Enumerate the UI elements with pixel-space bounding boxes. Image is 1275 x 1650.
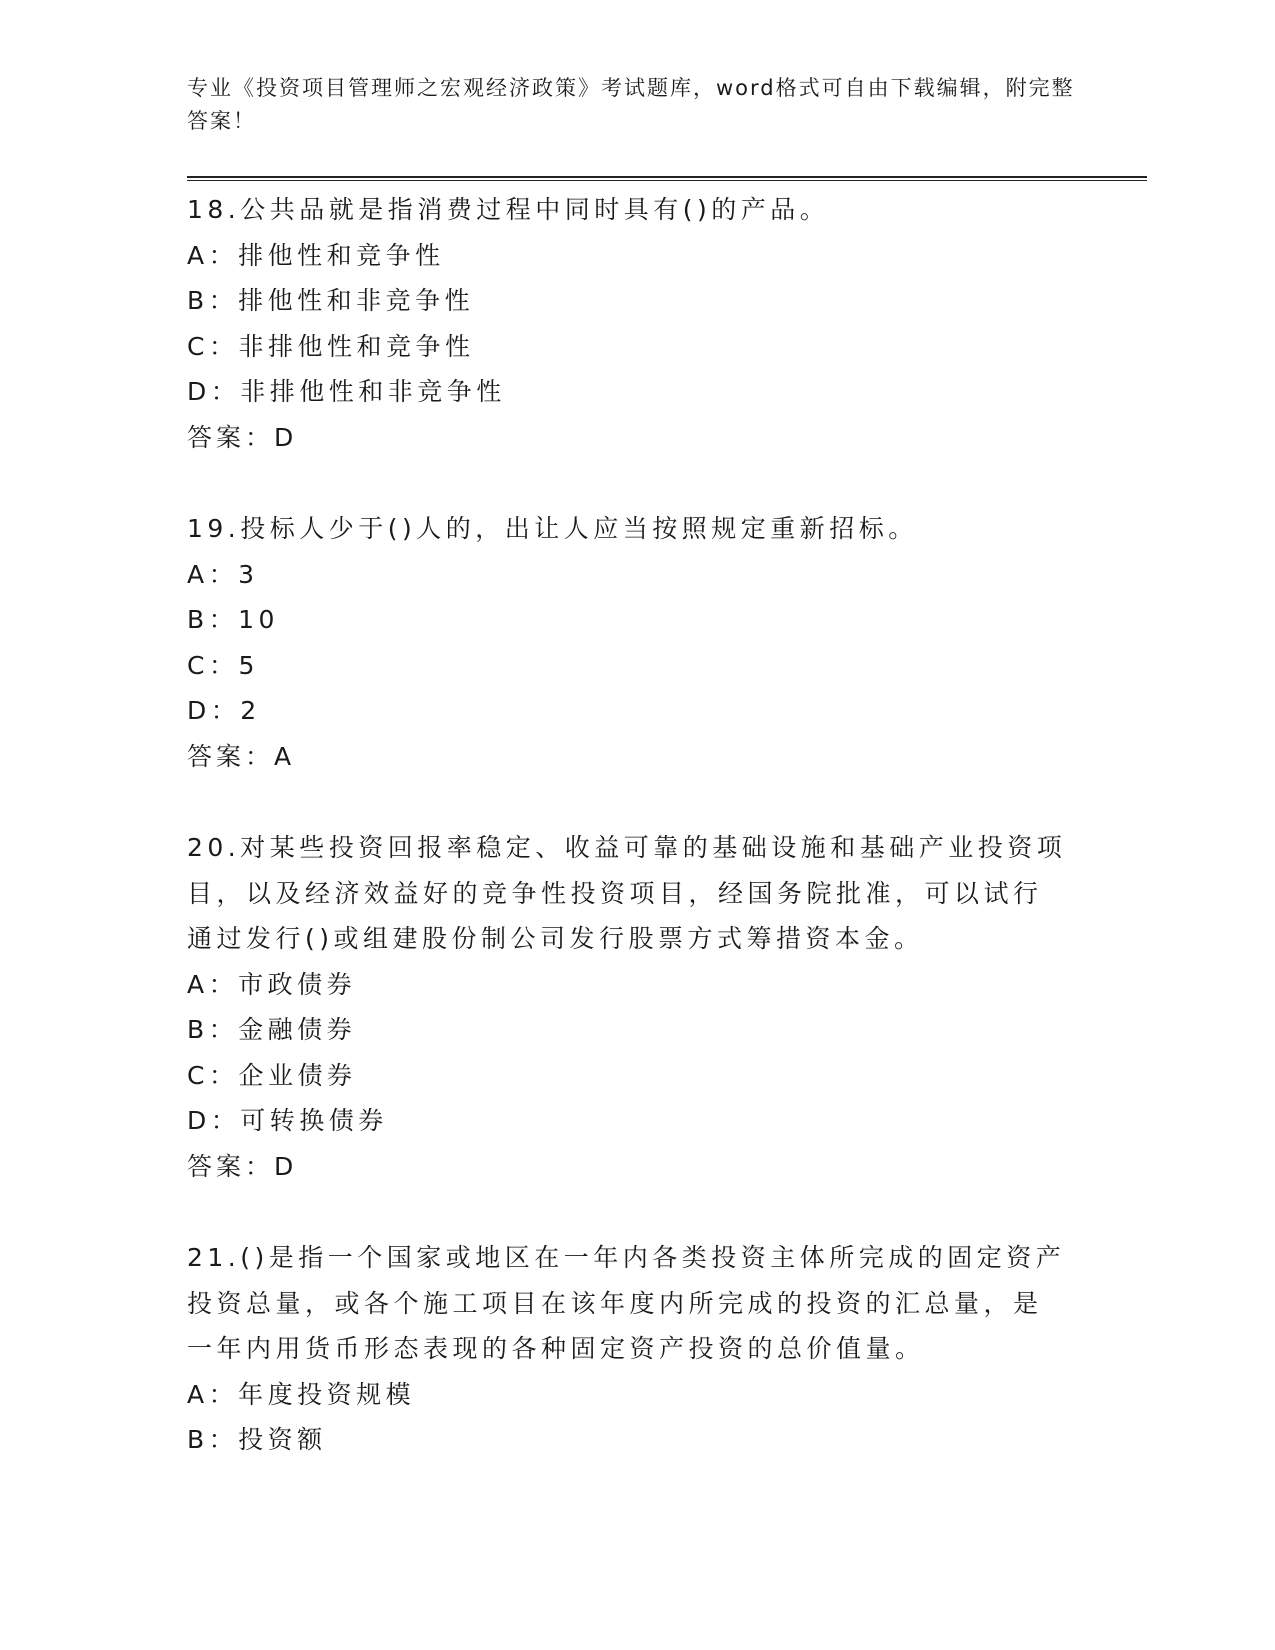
answer: 答案：D [187,422,298,452]
option-b: B：排他性和非竞争性 [187,286,475,315]
option-d: D：非排他性和非竞争性 [187,377,506,406]
answer: 答案：A [187,741,296,771]
option-a: A：排他性和竞争性 [187,240,445,270]
option-b: B：投资额 [187,1425,327,1454]
option-b: B：金融债券 [187,1015,357,1044]
question-list [187,187,1087,1509]
question-stem: 18.公共品就是指消费过程中同时具有()的产品。 [187,195,830,224]
option-d: D：可转换债券 [187,1106,388,1135]
question-21 [187,1235,1087,1463]
question-18 [187,187,1087,460]
question-stem: 21.()是指一个国家或地区在一年内各类投资主体所完成的固定资产投资总量，或各个施工项目在该年度内所完成的投资的汇总量，是一年内用货币形态表现的各种固定资产投资的总价值量。 [187,1243,1066,1363]
option-d: D：2 [187,696,261,725]
option-a: A：3 [187,559,259,589]
question-19 [187,506,1087,779]
option-c: C：5 [187,650,259,680]
question-stem: 19.投标人少于()人的，出让人应当按照规定重新招标。 [187,514,918,543]
option-a: A：市政债券 [187,969,357,999]
question-20 [187,825,1087,1189]
option-a: A：年度投资规模 [187,1379,416,1409]
question-stem: 20.对某些投资回报率稳定、收益可靠的基础设施和基础产业投资项目，以及经济效益好的竞争性投资项目，经国务院批准，可以试行通过发行()或组建股份制公司发行股票方式筹措资本金。 [187,833,1067,953]
answer: 答案：D [187,1151,298,1181]
option-c: C：企业债券 [187,1060,357,1090]
document-header: 专业《投资项目管理师之宏观经济政策》考试题库，word格式可自由下载编辑，附完整答案！ [187,76,1075,133]
header-divider [187,176,1147,181]
option-b: B：10 [187,605,279,634]
option-c: C：非排他性和竞争性 [187,331,475,361]
